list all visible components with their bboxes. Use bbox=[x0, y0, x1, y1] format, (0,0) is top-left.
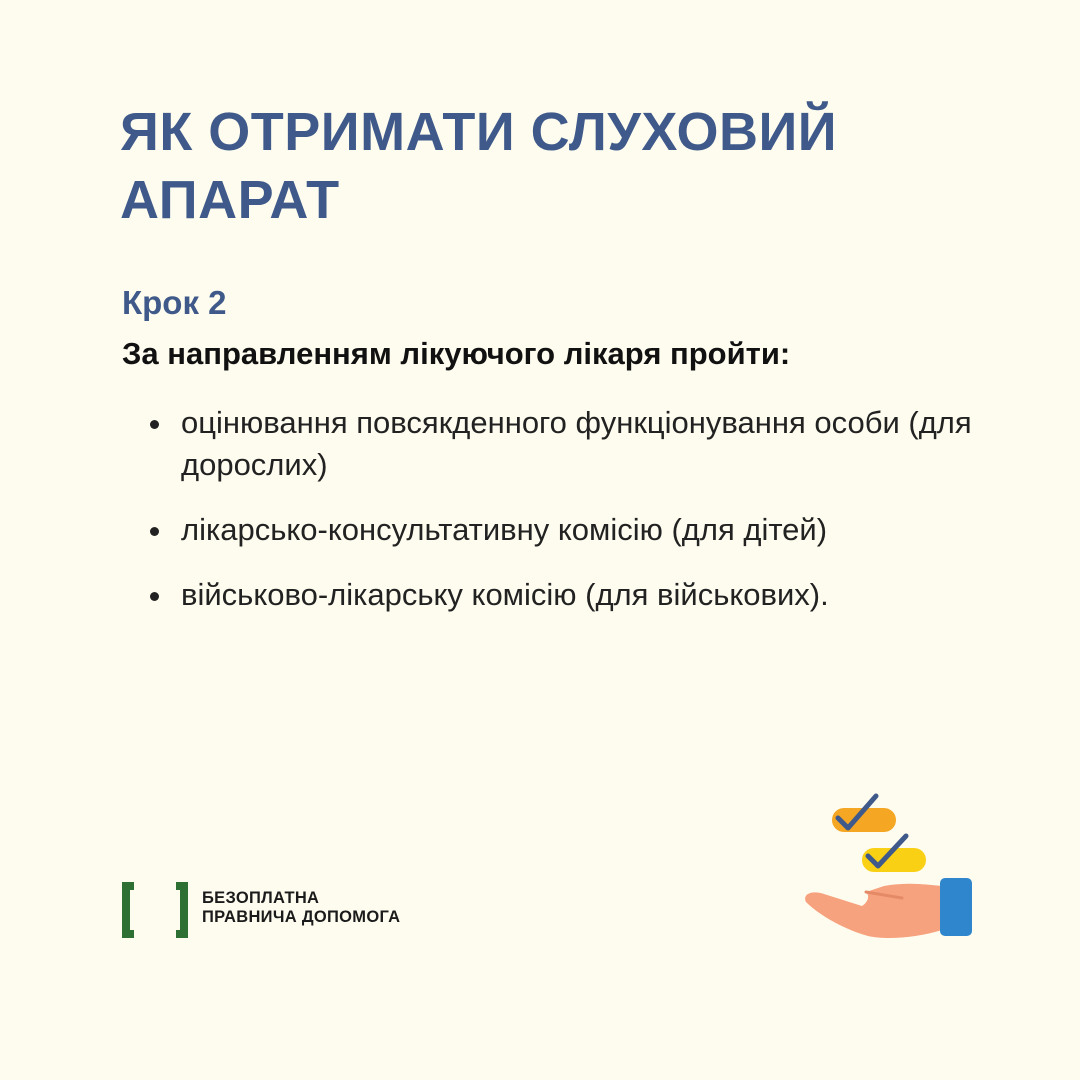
list-item bbox=[150, 574, 980, 616]
bracket-logo-icon bbox=[120, 880, 190, 940]
step-label: Крок 2 bbox=[122, 284, 227, 321]
requirements-list bbox=[150, 402, 980, 639]
list-item-text: лікарсько-консультативну комісію (для дітей) bbox=[181, 512, 828, 547]
list-item bbox=[150, 402, 980, 486]
page-title: ЯК ОТРИМАТИ СЛУХОВИЙ АПАРАТ bbox=[120, 102, 838, 230]
brand-name-line-1: БЕЗОПЛАТНА bbox=[202, 889, 320, 907]
bullet-icon bbox=[150, 420, 159, 429]
list-item bbox=[150, 509, 980, 551]
list-item-text: оцінювання повсякденного функціонування особи (для дорослих) bbox=[181, 405, 972, 482]
brand-logo bbox=[120, 880, 450, 940]
brand-name bbox=[202, 889, 400, 927]
bullet-icon bbox=[150, 527, 159, 536]
bullet-icon bbox=[150, 592, 159, 601]
hand-with-checklist-icon bbox=[796, 790, 980, 942]
list-item-text: військово-лікарську комісію (для військових). bbox=[181, 577, 829, 612]
step-intro: За направленням лікуючого лікаря пройти: bbox=[122, 336, 791, 371]
brand-name-line-2: ПРАВНИЧА ДОПОМОГА bbox=[202, 908, 401, 926]
